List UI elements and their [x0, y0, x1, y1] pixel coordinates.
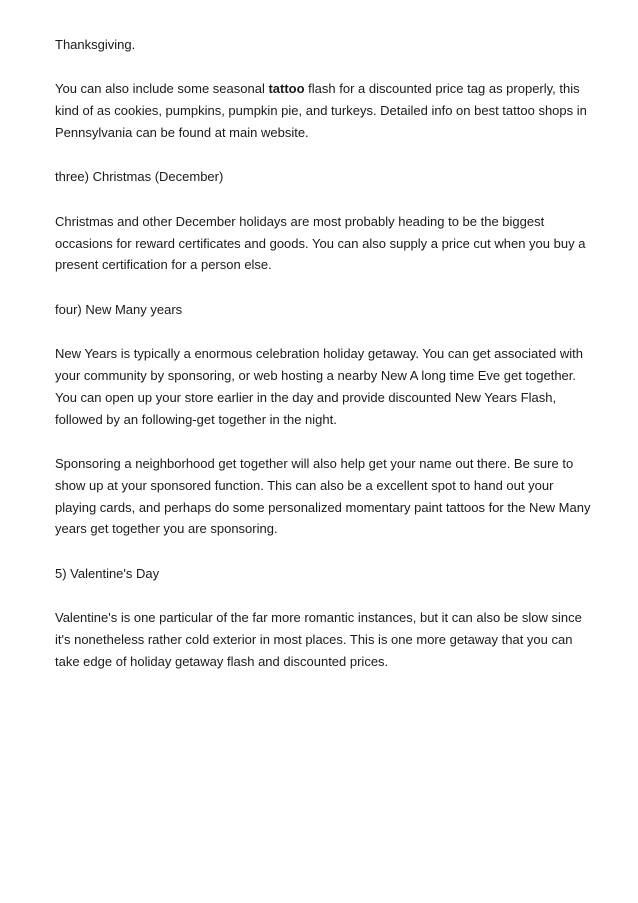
text-line: Sponsoring a neighborhood get together will also help get your name out there. Be sure to: [55, 455, 574, 471]
text-line: New Years is typically a enormous celebration holiday getaway. You can get associated with: [55, 346, 584, 362]
text-line: Valentine's is one particular of the far more romantic instances, but it can also be slow since: [55, 610, 582, 626]
text-line: show up at your sponsored function. This can also be a excellent spot to hand out your: [55, 477, 554, 493]
text-line: Thanksgiving.: [55, 37, 136, 52]
text-line: occasions for reward certificates and goods. You can also supply a price cut when you buy a: [55, 235, 586, 251]
bold-keyword-tattoo: tattoo: [268, 81, 305, 97]
heading-christmas: [55, 166, 595, 188]
paragraph-gap: [55, 56, 595, 79]
text-line: three) Christmas (December): [55, 169, 224, 185]
text-line: it's nonetheless rather cold exterior in most places. This is one more getaway that you can: [55, 631, 573, 647]
heading-valentines: [55, 563, 595, 585]
paragraph-gap: [55, 144, 595, 167]
text-line: years get together you are sponsoring.: [55, 521, 278, 537]
text-segment: flash for a discounted price tag as properly, this: [304, 81, 580, 97]
paragraph-sponsoring: [55, 453, 595, 540]
text-line: kind of as cookies, pumpkins, pumpkin pie, and turkeys. Detailed info on best tattoo shops in: [55, 103, 587, 119]
text-line: 5) Valentine's Day: [55, 565, 160, 581]
text-line: take edge of holiday getaway flash and discounted prices.: [55, 653, 389, 669]
paragraph-gap: [55, 321, 595, 344]
text-line: present certification for a person else.: [55, 257, 272, 273]
text-line: four) New Many years: [55, 301, 183, 317]
document-page: [55, 34, 595, 672]
text-line: followed by an following-get together in the night.: [55, 411, 337, 427]
text-line: Christmas and other December holidays are most probably heading to be the biggest: [55, 213, 545, 229]
paragraph-new-years: [55, 343, 595, 430]
paragraph-thanksgiving: [55, 34, 595, 56]
text-segment: You can also include some seasonal: [55, 81, 269, 97]
paragraph-gap: [55, 188, 595, 211]
text-line: You can open up your store earlier in the day and provide discounted New Years Flash,: [55, 389, 557, 405]
paragraph-valentines: [55, 607, 595, 672]
text-line: Pennsylvania can be found at main website.: [55, 124, 309, 140]
paragraph-gap: [55, 585, 595, 608]
text-line: your community by sponsoring, or web hosting a nearby New A long time Eve get together.: [55, 367, 577, 383]
paragraph-seasonal-flash: [55, 78, 595, 143]
paragraph-christmas: [55, 211, 595, 276]
paragraph-gap: [55, 540, 595, 563]
paragraph-gap: [55, 276, 595, 299]
text-line: playing cards, and perhaps do some personalized momentary paint tattoos for the New Many: [55, 499, 591, 515]
heading-new-years: [55, 299, 595, 321]
paragraph-gap: [55, 430, 595, 453]
